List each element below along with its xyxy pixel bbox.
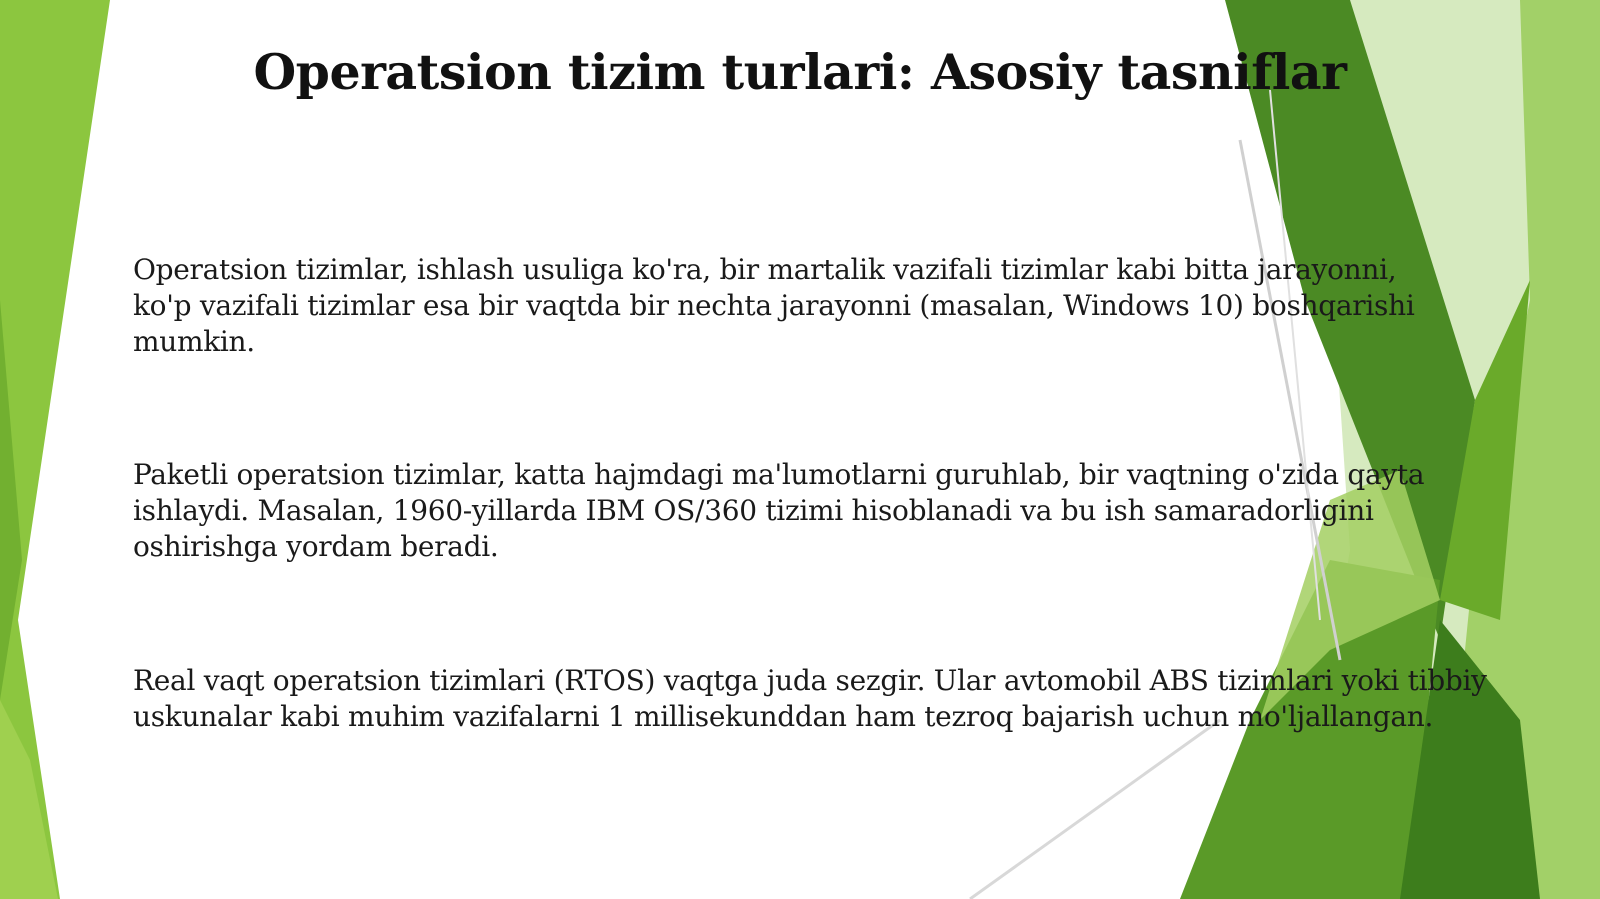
paragraph-single-multitasking: Operatsion tizimlar, ishlash usuliga ko'ra, bir martalik vazifali tizimlar kabi bitta jarayonni, ko'p vazifali tizimlar esa bir vaqtda bir nechta jarayonni (masalan, Windows 10) boshqarishi mumkin. (133, 253, 1415, 358)
paragraph-batch-systems: Paketli operatsion tizimlar, katta hajmdagi ma'lumotlarni guruhlab, bir vaqtning o'zida qayta ishlaydi. Masalan, 1960-yillarda IBM OS/360 tizimi hisoblanadi va bu ish samaradorligini oshirishga yordam beradi. (133, 458, 1425, 563)
slide-title: Operatsion tizim turlari: Asosiy tasniflar (253, 43, 1347, 101)
accent-line (970, 720, 1220, 899)
paragraph-rtos: Real vaqt operatsion tizimlari (RTOS) vaqtga juda sezgir. Ular avtomobil ABS tizimlari yoki tibbiy uskunalar kabi muhim vazifalarni 1 millisekunddan ham tezroq bajarish uchun mo'ljallangan. (133, 664, 1487, 733)
